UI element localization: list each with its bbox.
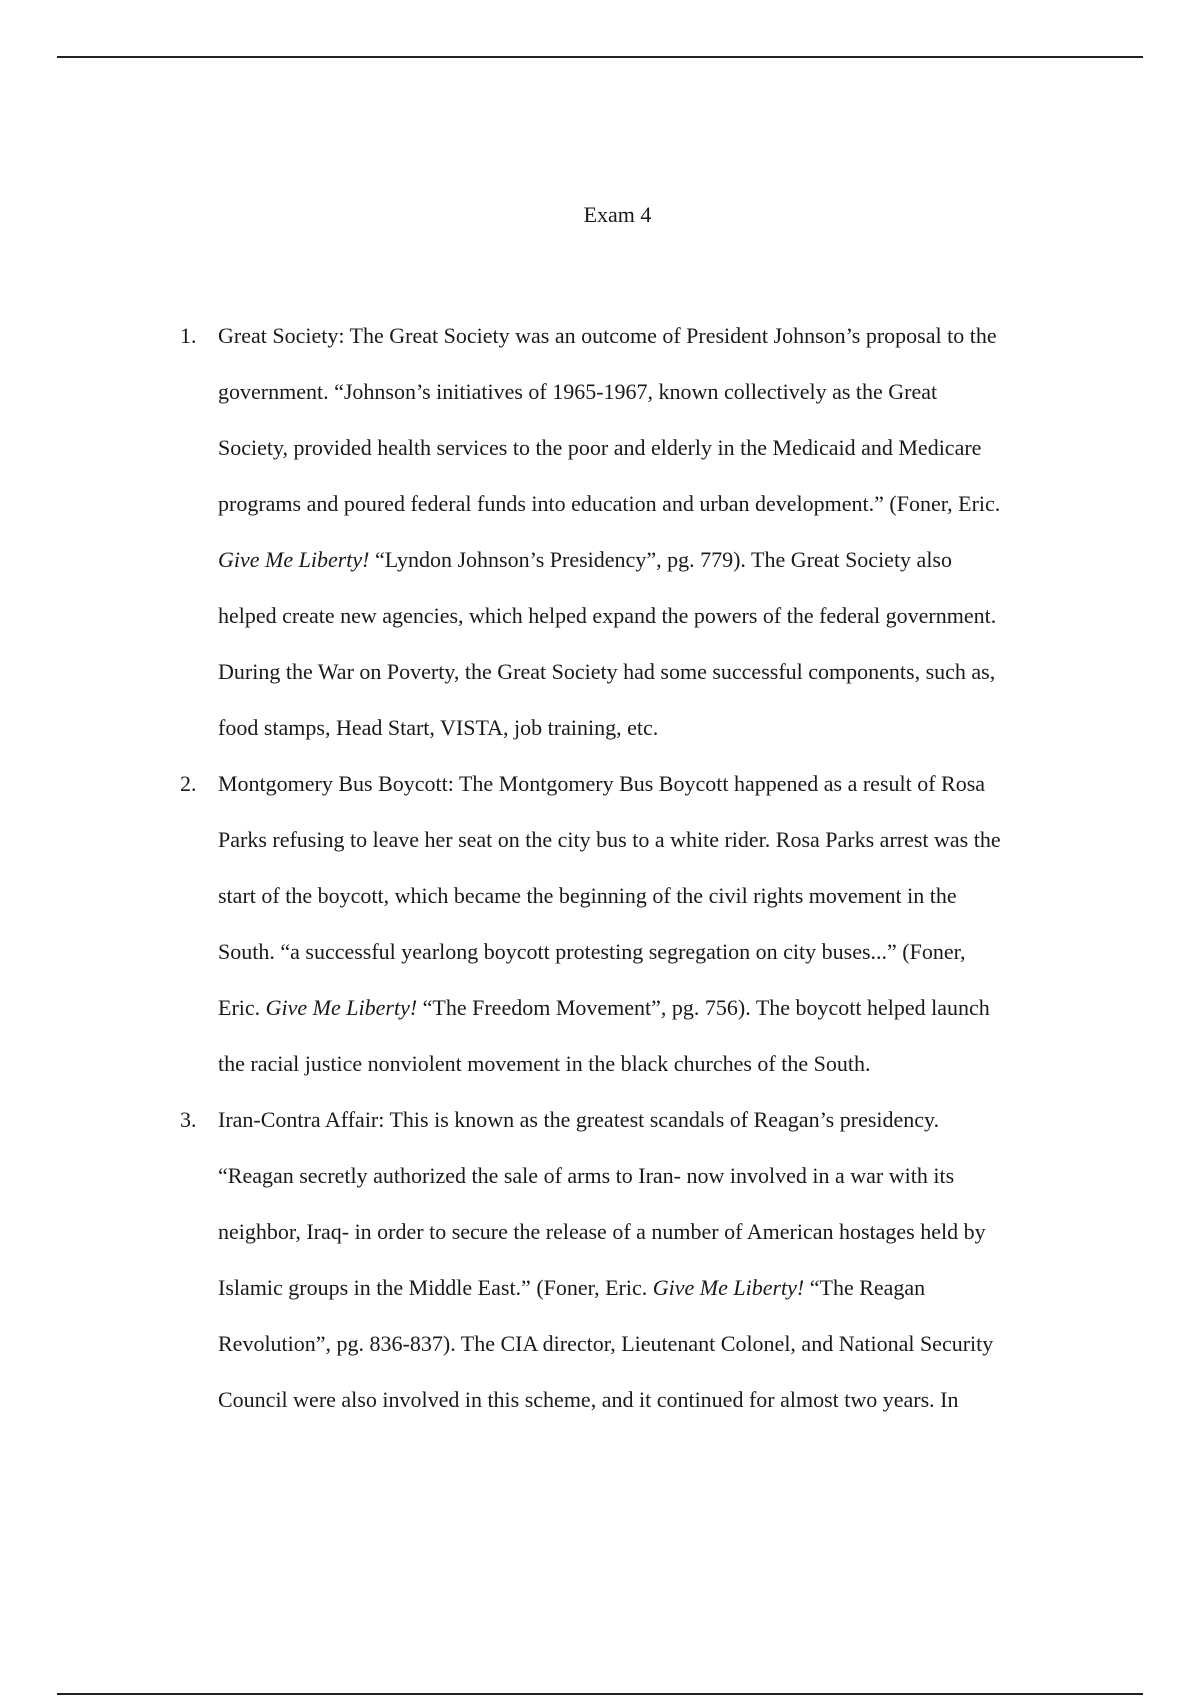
text-segment: “Lyndon Johnson’s Presidency”, pg. 779). The Great Society also (369, 547, 952, 572)
text-segment: Society, provided health services to the poor and elderly in the Medicaid and Medicare (218, 435, 982, 460)
paragraph-line (218, 644, 1080, 700)
paragraph-line (218, 1148, 1080, 1204)
list-item-number: 3. (180, 1107, 197, 1132)
paragraph-line (218, 700, 1080, 756)
book-title-italic: Give Me Liberty! (265, 995, 418, 1020)
text-segment: Revolution”, pg. 836-837). The CIA director, Lieutenant Colonel, and National Security (218, 1331, 994, 1356)
paragraph-line (218, 1316, 1080, 1372)
text-segment: “The Freedom Movement”, pg. 756). The boycott helped launch (417, 995, 990, 1020)
text-segment: start of the boycott, which became the beginning of the civil rights movement in the (218, 883, 957, 908)
text-segment: “Reagan secretly authorized the sale of arms to Iran- now involved in a war with its (218, 1163, 955, 1188)
page-title: Exam 4 (583, 202, 652, 227)
footer-rule (57, 1693, 1143, 1695)
list-item-number: 1. (180, 323, 197, 348)
text-segment: Islamic groups in the Middle East.” (Foner, Eric. (218, 1275, 653, 1300)
paragraph-line (218, 420, 1080, 476)
text-segment: Eric. (218, 995, 266, 1020)
text-segment: neighbor, Iraq- in order to secure the release of a number of American hostages held by (218, 1219, 986, 1244)
list-item (180, 308, 1080, 756)
header-rule (57, 56, 1143, 58)
paragraph-line (218, 476, 1080, 532)
text-segment: South. “a successful yearlong boycott protesting segregation on city buses...” (Foner, (218, 939, 966, 964)
text-segment: “The Reagan (804, 1275, 926, 1300)
paragraph-line (218, 924, 1080, 980)
text-segment: Iran-Contra Affair: This is known as the greatest scandals of Reagan’s presidency. (218, 1107, 940, 1132)
paragraph-line (218, 1372, 1080, 1428)
paragraph-line (218, 1260, 1080, 1316)
paragraph-line (218, 812, 1080, 868)
text-segment: Great Society: The Great Society was an outcome of President Johnson’s proposal to the (218, 323, 997, 348)
text-segment: During the War on Poverty, the Great Society had some successful components, such as, (218, 659, 996, 684)
text-segment: government. “Johnson’s initiatives of 1965-1967, known collectively as the Great (218, 379, 938, 404)
paragraph-line (218, 1092, 1080, 1148)
numbered-list (180, 308, 1080, 1428)
text-segment: food stamps, Head Start, VISTA, job training, etc. (218, 715, 659, 740)
text-segment: the racial justice nonviolent movement in the black churches of the South. (218, 1051, 871, 1076)
list-item (180, 1092, 1080, 1428)
list-item (180, 756, 1080, 1092)
text-segment: Parks refusing to leave her seat on the city bus to a white rider. Rosa Parks arrest was the (218, 827, 1001, 852)
text-segment: programs and poured federal funds into education and urban development.” (Foner, Eric. (218, 491, 1001, 516)
book-title-italic: Give Me Liberty! (652, 1275, 805, 1300)
paragraph-line (218, 1036, 1080, 1092)
list-item-number: 2. (180, 771, 197, 796)
paragraph-line (218, 756, 1080, 812)
paragraph-line (218, 1204, 1080, 1260)
paragraph-line (218, 588, 1080, 644)
text-segment: Council were also involved in this scheme, and it continued for almost two years. In (218, 1387, 959, 1412)
text-segment: helped create new agencies, which helped expand the powers of the federal government. (218, 603, 997, 628)
paragraph-line (218, 308, 1080, 364)
paragraph-line (218, 868, 1080, 924)
book-title-italic: Give Me Liberty! (218, 547, 370, 572)
paragraph-line (218, 980, 1080, 1036)
text-segment: Montgomery Bus Boycott: The Montgomery Bus Boycott happened as a result of Rosa (218, 771, 986, 796)
paragraph-line (218, 532, 1080, 588)
paragraph-line (218, 364, 1080, 420)
